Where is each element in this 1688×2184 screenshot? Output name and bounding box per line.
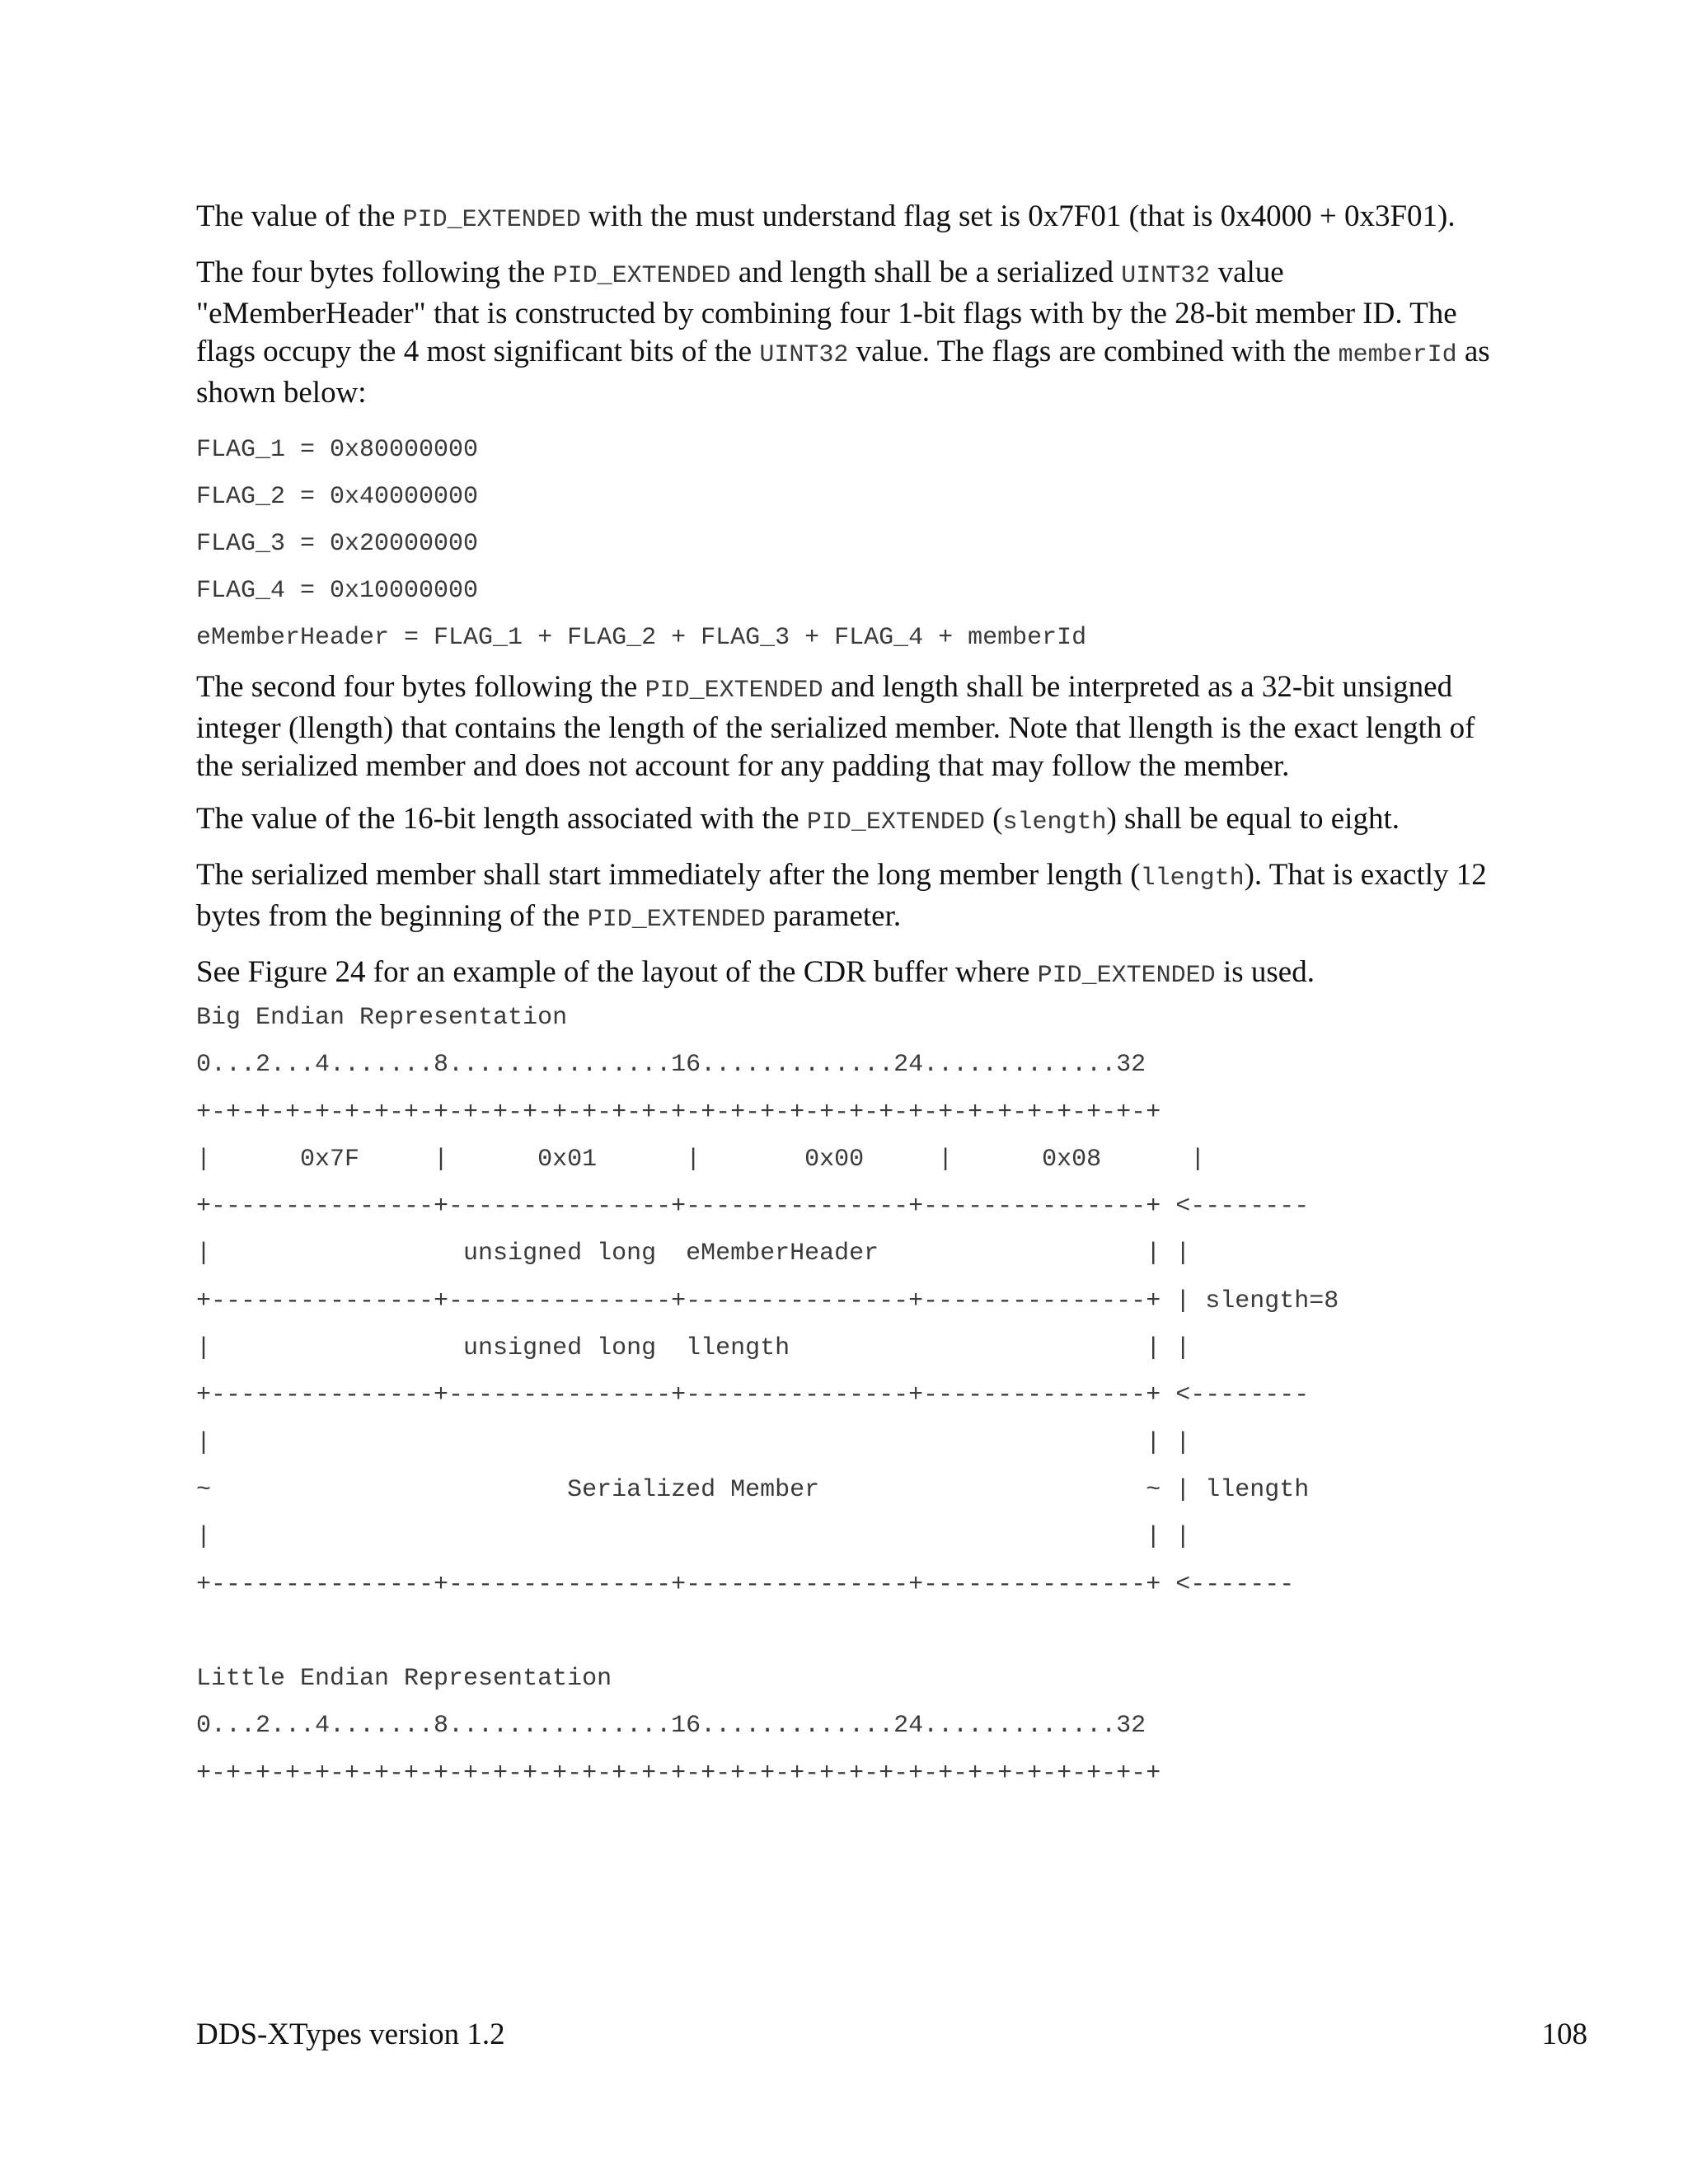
text: ). That is exactly 12 bytes from the beginning of the xyxy=(196,858,1487,933)
diagram-line: +---------------+---------------+---------------+---------------+ <-------- xyxy=(196,1381,1310,1410)
text: The serialized member shall start immediately after the long member length ( xyxy=(196,858,1141,892)
text: value. The flags are combined with the xyxy=(848,335,1339,368)
footer-page-number: 108 xyxy=(1541,2018,1587,2051)
flag-definitions xyxy=(196,427,1498,662)
diagram-line: | | | xyxy=(196,1428,1191,1457)
text: ) shall be equal to eight. xyxy=(1106,802,1400,836)
paragraph-must-understand xyxy=(196,198,1498,239)
flag-line: FLAG_1 = 0x80000000 xyxy=(196,436,479,464)
text: as shown below: xyxy=(196,335,1490,410)
diagram-line xyxy=(196,1609,1498,1656)
paragraph-slength xyxy=(196,800,1498,841)
flag-line: FLAG_2 = 0x40000000 xyxy=(196,483,479,511)
paragraph-serialized-member-start xyxy=(196,856,1498,939)
text: value "eMemberHeader" that is constructed by combining four 1-bit flags with by the 28-bit member ID. The flags occupy the 4 most significant bits of the xyxy=(196,255,1457,368)
code-pid-extended: PID_EXTENDED xyxy=(806,808,985,837)
diagram-line: +---------------+---------------+---------------+---------------+ <------- xyxy=(196,1570,1295,1599)
flag-line: FLAG_3 = 0x20000000 xyxy=(196,530,479,558)
text: See Figure 24 for an example of the layout of the CDR buffer where xyxy=(196,955,1038,989)
text: is used. xyxy=(1215,955,1315,989)
code-uint32: UINT32 xyxy=(1121,262,1211,290)
text: parameter. xyxy=(765,899,902,933)
code-pid-extended: PID_EXTENDED xyxy=(1037,962,1216,990)
diagram-line: | | | xyxy=(196,1523,1191,1552)
text: The value of the 16-bit length associated with the xyxy=(196,802,807,836)
diagram-line: +---------------+---------------+---------------+---------------+ | slength=8 xyxy=(196,1286,1339,1315)
text: The value of the xyxy=(196,199,403,233)
diagram-line: +-+-+-+-+-+-+-+-+-+-+-+-+-+-+-+-+-+-+-+-+-+-+-+-+-+-+-+-+-+-+-+-+ xyxy=(196,1098,1161,1127)
code-llength: llength xyxy=(1140,865,1245,893)
diagram-line: 0...2...4.......8...............16.............24.............32 xyxy=(196,1051,1146,1080)
text: and length shall be interpreted as a 32-bit unsigned integer (llength) that contains the length of the serialized member. Note that llength is the exact length of the serialized member and does not account for any padding that may follow the member. xyxy=(196,670,1475,783)
code-pid-extended: PID_EXTENDED xyxy=(645,677,823,705)
big-endian-diagram xyxy=(196,1042,1498,1656)
text: and length shall be a serialized xyxy=(730,255,1122,289)
diagram-line: | unsigned long eMemberHeader | | xyxy=(196,1240,1191,1268)
paragraph-llength xyxy=(196,668,1498,785)
text: ( xyxy=(984,802,1003,836)
text: The second four bytes following the xyxy=(196,670,645,704)
big-endian-title: Big Endian Representation xyxy=(196,1004,568,1032)
cdr-buffer-diagram xyxy=(196,995,1498,1797)
little-endian-diagram xyxy=(196,1703,1498,1797)
text: with the must understand flag set is 0x7F01 (that is 0x4000 + 0x3F01). xyxy=(580,199,1456,233)
diagram-line: | unsigned long llength | | xyxy=(196,1334,1191,1363)
diagram-line: +-+-+-+-+-+-+-+-+-+-+-+-+-+-+-+-+-+-+-+-+-+-+-+-+-+-+-+-+-+-+-+-+ xyxy=(196,1759,1161,1788)
paragraph-emember-header xyxy=(196,254,1498,412)
code-pid-extended: PID_EXTENDED xyxy=(552,262,731,290)
emember-header-formula: eMemberHeader = FLAG_1 + FLAG_2 + FLAG_3 + FLAG_4 + memberId xyxy=(196,624,1087,652)
flag-line: FLAG_4 = 0x10000000 xyxy=(196,577,479,605)
code-pid-extended: PID_EXTENDED xyxy=(587,906,766,934)
diagram-line: ~ Serialized Member ~ | llength xyxy=(196,1475,1310,1504)
diagram-line: 0...2...4.......8...............16.............24.............32 xyxy=(196,1712,1146,1741)
footer-document-title: DDS-XTypes version 1.2 xyxy=(196,2018,505,2051)
text: The four bytes following the xyxy=(196,255,553,289)
little-endian-title: Little Endian Representation xyxy=(196,1665,612,1694)
document-page xyxy=(196,198,1498,1797)
code-uint32: UINT32 xyxy=(759,341,849,369)
paragraph-figure-reference xyxy=(196,954,1498,995)
diagram-line: | 0x7F | 0x01 | 0x00 | 0x08 | xyxy=(196,1145,1206,1174)
code-pid-extended: PID_EXTENDED xyxy=(402,206,581,234)
code-member-id: memberId xyxy=(1338,341,1457,369)
code-slength: slength xyxy=(1002,808,1107,837)
diagram-line: +---------------+---------------+---------------+---------------+ <-------- xyxy=(196,1193,1310,1221)
